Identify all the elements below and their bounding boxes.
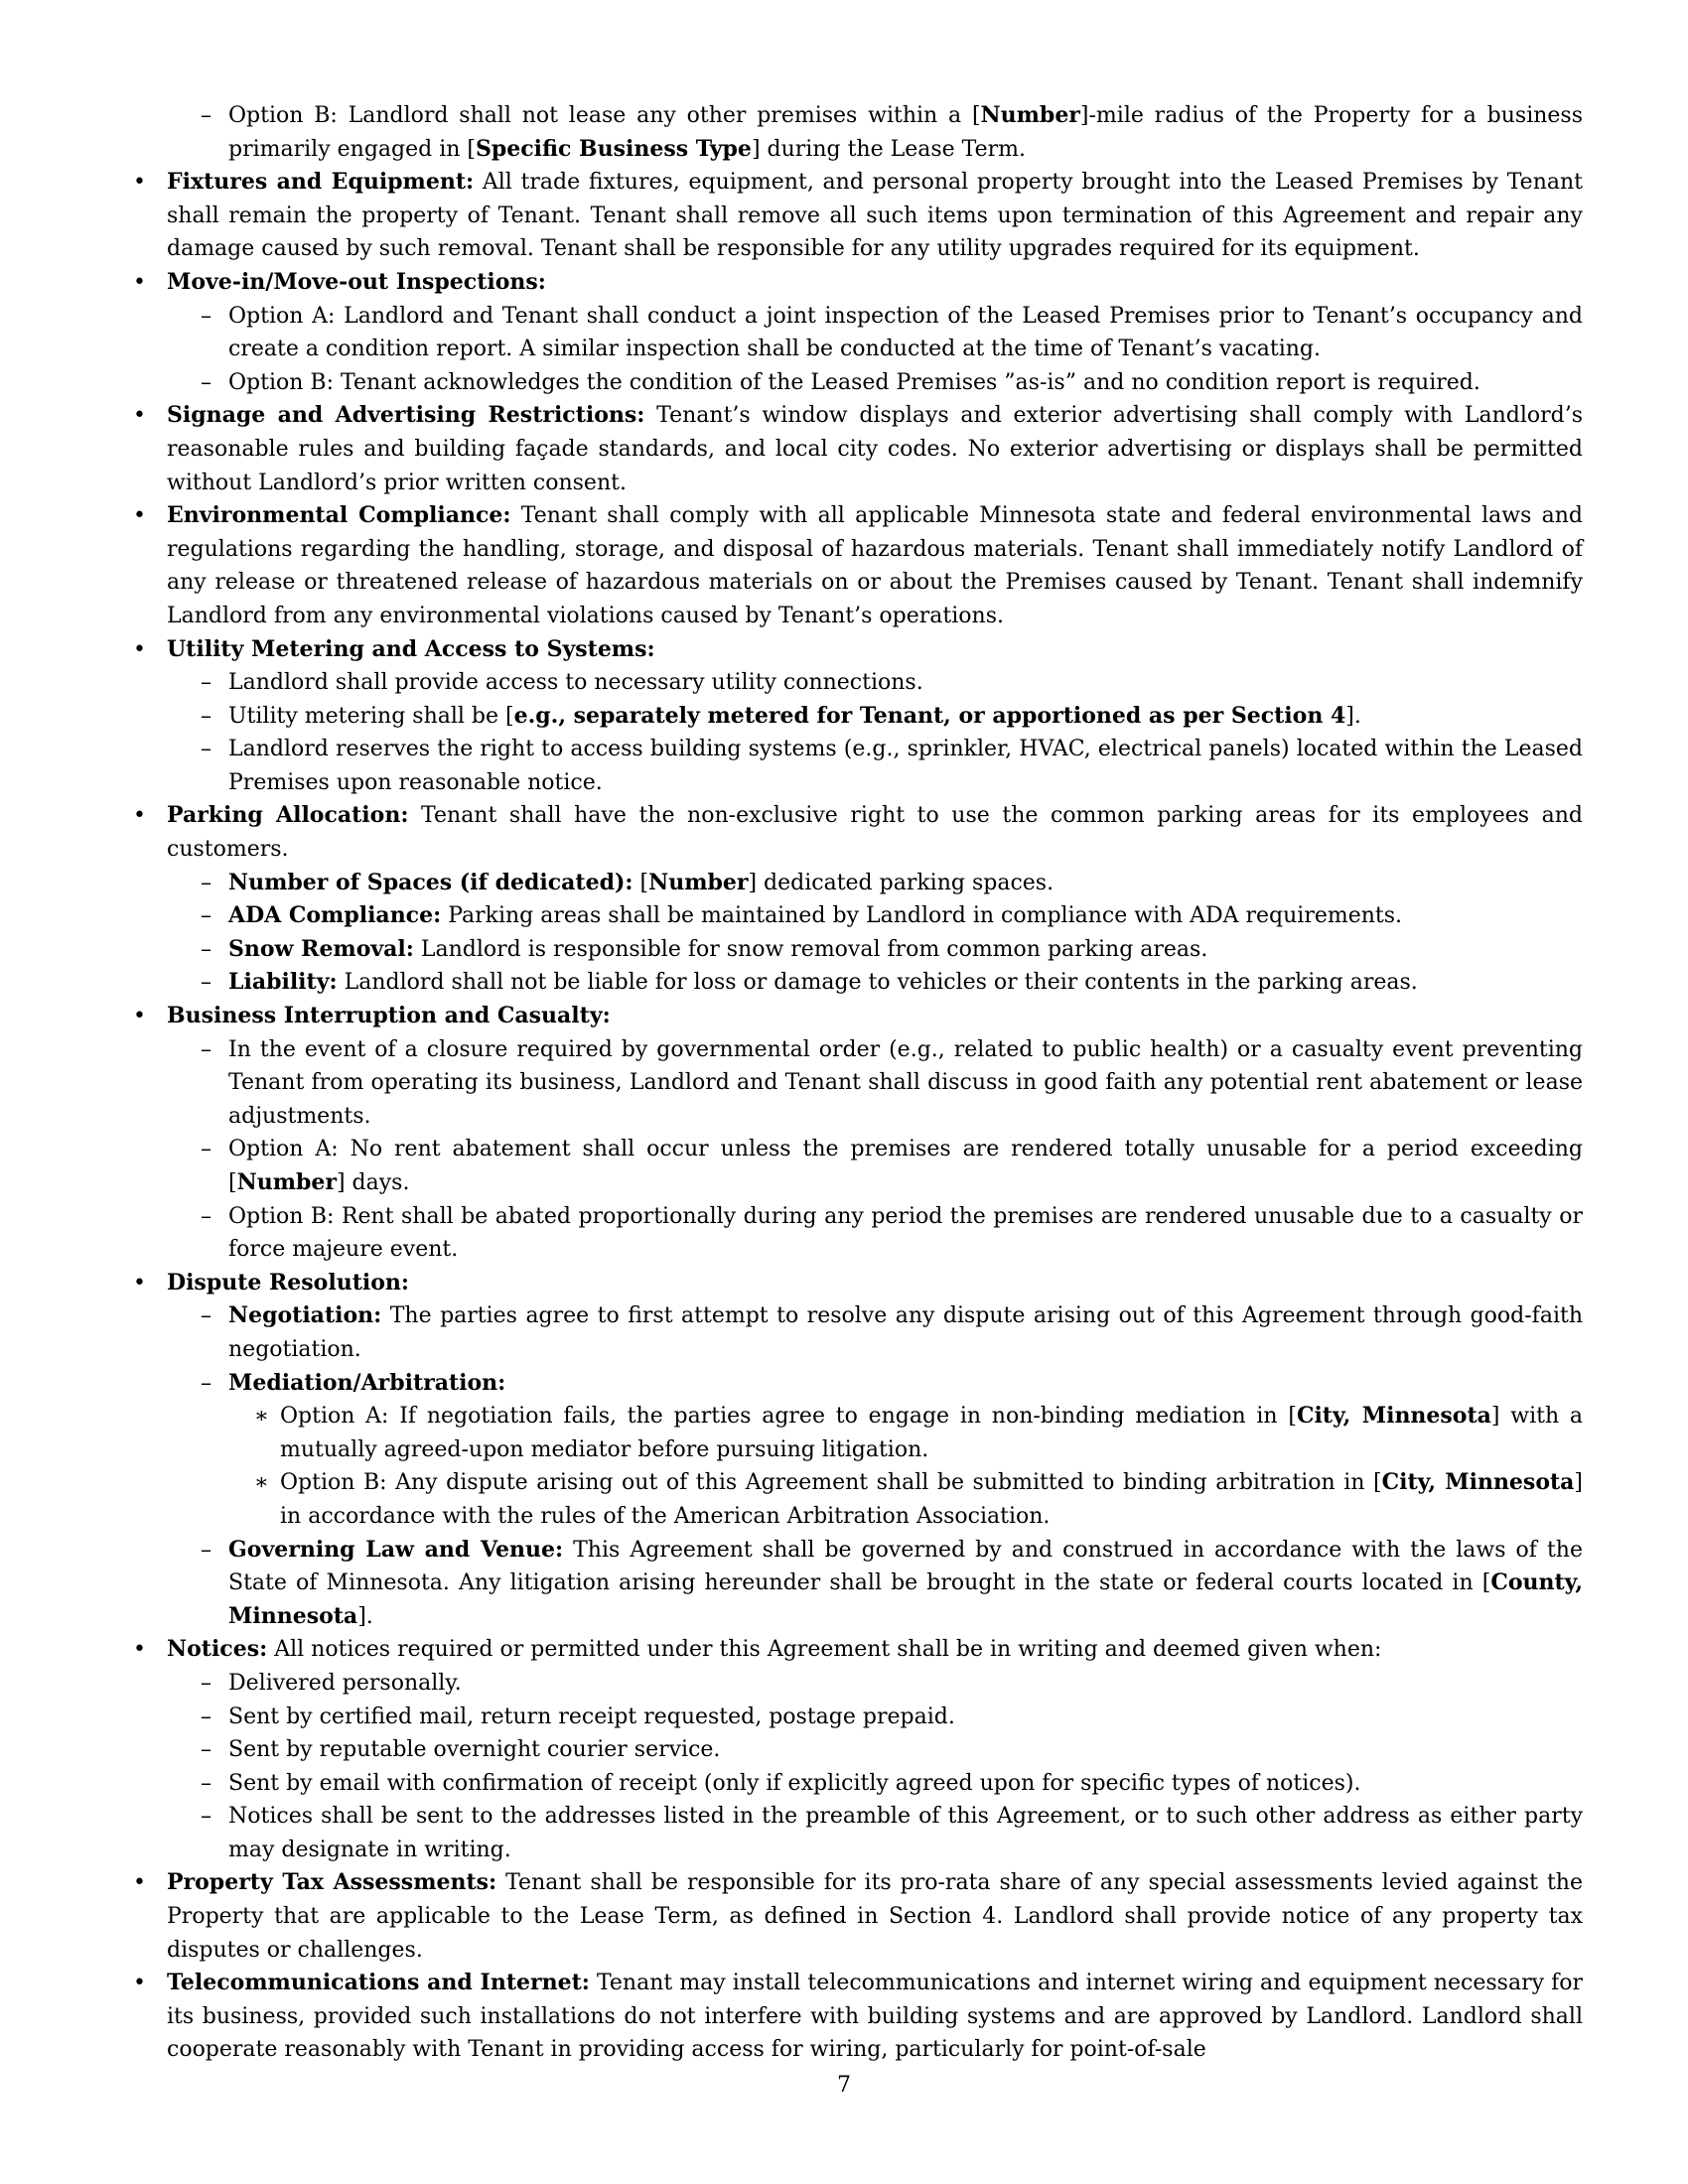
text-run: Tenant shall have the non-exclusive right to use the common parking areas for its employees and customers. bbox=[167, 803, 1583, 863]
text-run: ]-mile radius of the Property for a business primarily engaged in [ bbox=[228, 103, 1583, 162]
text-run: Tenant may install telecommunications and internet wiring and equipment necessary for its business, provided such installations do not interfere with building systems and are approved by Landlord. Landlord shall cooperate reasonably with Tenant in providing access for wiring, particularly for point-of-sale bbox=[167, 1971, 1583, 2063]
provision-heading: Utility Metering and Access to Systems: bbox=[167, 635, 655, 662]
text-run: ]. bbox=[1345, 703, 1361, 729]
sub-item bbox=[167, 1033, 1583, 1134]
provision-heading: Parking Allocation: bbox=[167, 802, 409, 829]
provision-heading: Notices: bbox=[167, 1636, 268, 1663]
sub-item bbox=[167, 966, 1583, 1000]
text-run: Landlord is responsible for snow removal from common parking areas. bbox=[413, 936, 1208, 962]
text-run: ] days. bbox=[336, 1170, 410, 1195]
sub-item bbox=[167, 300, 1583, 366]
text-run: ] during the Lease Term. bbox=[751, 136, 1026, 162]
sub-item bbox=[228, 1400, 1583, 1466]
provision-item bbox=[133, 799, 1583, 1000]
provision-heading: Signage and Advertising Restrictions: bbox=[167, 402, 645, 429]
sub-item bbox=[228, 1466, 1583, 1533]
provision-sublist bbox=[167, 867, 1583, 1000]
sub-item bbox=[133, 99, 1583, 166]
text-run: Option B: Tenant acknowledges the condition of the Leased Premises ”as-is” and no condition report is required. bbox=[228, 369, 1480, 395]
text-run: The parties agree to first attempt to resolve any dispute arising out of this Agreement through good-faith negotiation. bbox=[228, 1303, 1583, 1362]
provision-item bbox=[133, 1000, 1583, 1267]
bold-text: City, Minnesota bbox=[1296, 1403, 1491, 1430]
provision-sublist bbox=[167, 1667, 1583, 1867]
sub-item bbox=[167, 1767, 1583, 1801]
text-run: [ bbox=[633, 870, 649, 895]
provision-sublist bbox=[167, 1033, 1583, 1267]
provision-heading: Business Interruption and Casualty: bbox=[167, 1003, 611, 1029]
text-run: Sent by reputable overnight courier service. bbox=[228, 1737, 721, 1763]
text-run: Sent by email with confirmation of receipt (only if explicitly agreed upon for specific types of notices). bbox=[228, 1770, 1361, 1796]
text-run: ] dedicated parking spaces. bbox=[748, 870, 1055, 895]
text-run: Option B: Any dispute arising out of this Agreement shall be submitted to binding arbitration in [ bbox=[280, 1470, 1382, 1496]
sub-item bbox=[167, 366, 1583, 400]
bold-text: Number of Spaces (if dedicated): bbox=[228, 869, 633, 895]
bold-text: County, Minnesota bbox=[228, 1570, 1583, 1629]
text-run: Tenant shall be responsible for its pro-rata share of any special assessments levied against the Property that are applicable to the Lease Term, as defined in Section 4. Landlord shall provide notice of any property tax disputes or challenges. bbox=[167, 1870, 1583, 1963]
provision-item bbox=[133, 399, 1583, 499]
lease-provisions-list bbox=[133, 166, 1583, 2067]
sub-item bbox=[167, 1200, 1583, 1267]
text-run: Delivered personally. bbox=[228, 1670, 462, 1696]
bold-text: City, Minnesota bbox=[1381, 1469, 1575, 1496]
sub-item bbox=[167, 899, 1583, 933]
sub-item bbox=[167, 700, 1583, 734]
provision-heading: Move-in/Move-out Inspections: bbox=[167, 268, 546, 295]
text-run: Landlord reserves the right to access building systems (e.g., sprinkler, HVAC, electrical panels) located within the Leased Premises upon reasonable notice. bbox=[228, 737, 1583, 795]
bold-text: Number bbox=[648, 869, 749, 895]
provision-item bbox=[133, 633, 1583, 800]
text-run: ]. bbox=[357, 1603, 373, 1629]
provision-item bbox=[133, 1633, 1583, 1866]
text-run: Parking areas shall be maintained by Landlord in compliance with ADA requirements. bbox=[441, 903, 1403, 929]
bold-text: Number bbox=[980, 102, 1080, 128]
bold-text: Liability: bbox=[228, 969, 338, 996]
provision-item bbox=[133, 166, 1583, 266]
text-run: Option B: Landlord shall not lease any other premises within a [ bbox=[228, 103, 981, 128]
text-run: Tenant shall comply with all applicable Minnesota state and federal environmental laws and regulations regarding the handling, storage, and disposal of hazardous materials. Tenant shall immediately notify Landlord of any release or threatened release of hazardous materials on or about the Premises caused by Tenant. Tenant shall indemnify Landlord from any environmental violations caused by Tenant’s operations. bbox=[167, 503, 1583, 628]
sub-item bbox=[167, 1133, 1583, 1199]
text-run: Option A: Landlord and Tenant shall conduct a joint inspection of the Leased Premises prior to Tenant’s occupancy and create a condition report. A similar inspection shall be conducted at the time of Tenant’s vacating. bbox=[228, 303, 1583, 362]
text-run: Option A: No rent abatement shall occur unless the premises are rendered totally unusable for a period exceeding [ bbox=[228, 1137, 1583, 1195]
provision-heading: Fixtures and Equipment: bbox=[167, 169, 475, 196]
sub-item bbox=[167, 867, 1583, 900]
option-sublist bbox=[228, 1400, 1583, 1533]
sub-item bbox=[167, 1367, 1583, 1534]
provision-item bbox=[133, 1267, 1583, 1634]
sub-item bbox=[167, 1701, 1583, 1734]
text-run: Option B: Rent shall be abated proportionally during any period the premises are rendered unusable due to a casualty or force majeure event. bbox=[228, 1203, 1583, 1263]
text-run: Option A: If negotiation fails, the parties agree to engage in non-binding mediation in [ bbox=[280, 1404, 1297, 1430]
sub-item bbox=[167, 666, 1583, 700]
sub-item bbox=[167, 1534, 1583, 1634]
sub-item bbox=[167, 1299, 1583, 1366]
bold-text: Number bbox=[236, 1169, 337, 1195]
sub-item bbox=[167, 733, 1583, 799]
provision-heading: Dispute Resolution: bbox=[167, 1269, 410, 1296]
text-run: Utility metering shall be [ bbox=[228, 703, 514, 729]
text-run: In the event of a closure required by governmental order (e.g., related to public health) or a casualty event preventing Tenant from operating its business, Landlord and Tenant shall discuss in good faith any potential rent abatement or lease adjustments. bbox=[228, 1036, 1583, 1129]
bold-text: ADA Compliance: bbox=[228, 902, 442, 929]
sub-item bbox=[167, 1800, 1583, 1866]
provision-heading: Property Tax Assessments: bbox=[167, 1869, 497, 1896]
sub-item bbox=[167, 1667, 1583, 1701]
bold-text: Specific Business Type bbox=[475, 135, 752, 162]
sub-item bbox=[167, 933, 1583, 967]
text-run: Tenant’s window displays and exterior advertising shall comply with Landlord’s reasonable rules and building façade standards, and local city codes. No exterior advertising or displays shall be permitted without Landlord’s prior written consent. bbox=[167, 403, 1583, 495]
text-run: Landlord shall provide access to necessary utility connections. bbox=[228, 670, 923, 696]
bold-text: Mediation/Arbitration: bbox=[228, 1369, 506, 1396]
provision-item bbox=[133, 499, 1583, 632]
text-run: All trade fixtures, equipment, and personal property brought into the Leased Premises by Tenant shall remain the property of Tenant. Tenant shall remove all such items upon termination of this Agreement and repair any damage caused by such removal. Tenant shall be responsible for any utility upgrades required for its equipment. bbox=[167, 170, 1583, 262]
provision-sublist bbox=[167, 666, 1583, 799]
text-run: ] with a mutually agreed-upon mediator before pursuing litigation. bbox=[280, 1404, 1584, 1462]
text-run: ] in accordance with the rules of the American Arbitration Association. bbox=[280, 1470, 1584, 1529]
provision-heading: Telecommunications and Internet: bbox=[167, 1970, 590, 1996]
provision-item bbox=[133, 1967, 1583, 2067]
text-run: This Agreement shall be governed by and construed in accordance with the laws of the State of Minnesota. Any litigation arising hereunder shall be brought in the state or federal courts located in [ bbox=[228, 1537, 1583, 1596]
provision-sublist bbox=[167, 300, 1583, 400]
provision-item bbox=[133, 1866, 1583, 1967]
provision-heading: Environmental Compliance: bbox=[167, 502, 511, 529]
continued-sublist bbox=[133, 99, 1583, 166]
bold-text: Governing Law and Venue: bbox=[228, 1536, 564, 1563]
text-run: Landlord shall not be liable for loss or damage to vehicles or their contents in the parking areas. bbox=[337, 970, 1418, 996]
sub-item bbox=[167, 1733, 1583, 1767]
text-run: All notices required or permitted under this Agreement shall be in writing and deemed given when: bbox=[267, 1637, 1382, 1663]
bold-text: e.g., separately metered for Tenant, or apportioned as per Section 4 bbox=[513, 702, 1346, 729]
provision-item bbox=[133, 266, 1583, 399]
page-number: 7 bbox=[837, 2073, 851, 2098]
bold-text: Negotiation: bbox=[228, 1302, 382, 1329]
bold-text: Snow Removal: bbox=[228, 935, 414, 962]
text-run: Notices shall be sent to the addresses listed in the preamble of this Agreement, or to such other address as either party may designate in writing. bbox=[228, 1804, 1583, 1862]
text-run: Sent by certified mail, return receipt requested, postage prepaid. bbox=[228, 1704, 955, 1729]
provision-sublist bbox=[167, 1299, 1583, 1633]
